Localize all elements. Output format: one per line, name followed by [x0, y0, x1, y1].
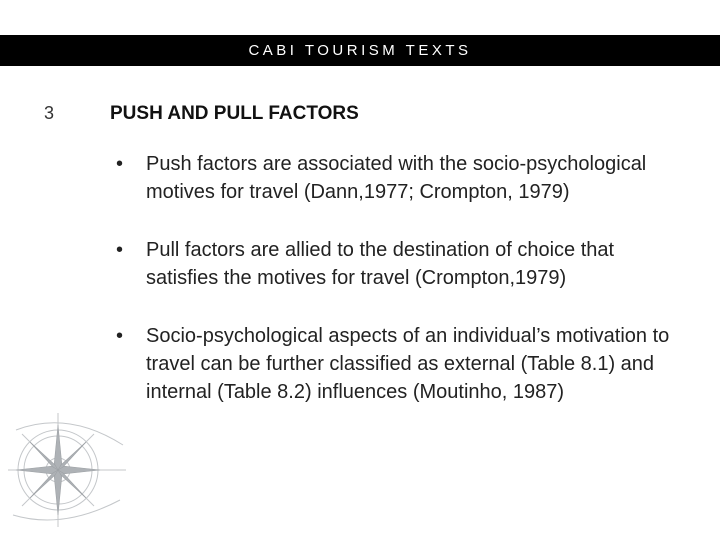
bullet-marker: • — [116, 153, 124, 175]
bullet-list — [116, 150, 676, 436]
header-title: CABI TOURISM TEXTS — [248, 42, 472, 59]
compass-rose-icon — [8, 405, 128, 530]
bullet-text: Socio-psychological aspects of an individual’s motivation to travel can be further classified as external (Table 8.1) and internal (Table 8.2) influences (Moutinho, 1987) — [146, 325, 670, 403]
slide-number: 3 — [44, 103, 55, 123]
bullet-item-socio-psychological — [116, 322, 676, 406]
bullet-text: Push factors are associated with the socio-psychological motives for travel (Dann,1977; Crompton, 1979) — [146, 153, 647, 203]
bullet-marker: • — [116, 325, 124, 347]
slide-title: PUSH AND PULL FACTORS — [110, 103, 359, 124]
bullet-marker: • — [116, 239, 124, 261]
bullet-text: Pull factors are allied to the destination of choice that satisfies the motives for travel (Crompton,1979) — [146, 239, 615, 289]
bullet-item-pull-factors — [116, 236, 676, 292]
bullet-item-push-factors — [116, 150, 676, 206]
header-bar — [0, 35, 720, 66]
